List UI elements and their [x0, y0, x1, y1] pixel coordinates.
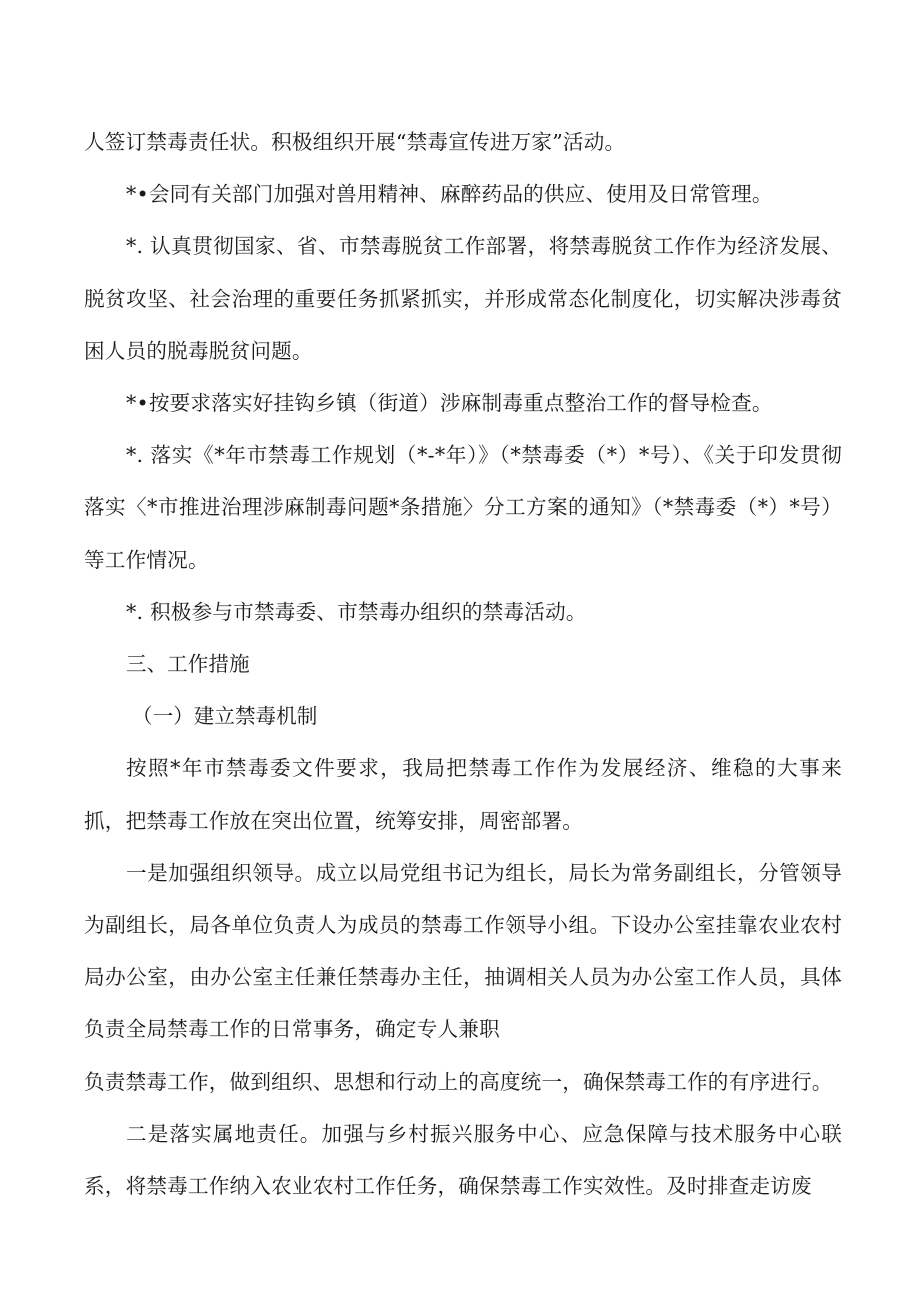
paragraph-supervision: *•按要求落实好挂钩乡镇（街道）涉麻制毒重点整治工作的督导检查。 [126, 391, 773, 416]
paragraph-leadership: 一是加强组织领导。成立以局党组书记为组长，局长为常务副组长，分管领导为副组长，局各单位负责人为成员的禁毒工作领导小组。下设办公室挂靠农业农村局办公室，由办公室主任兼任禁毒办主任，抽调相关人员为办公室工作人员，具体负责全局禁毒工作的日常事务，确定专人兼职 [84, 860, 842, 1042]
document-body [84, 116, 842, 1212]
paragraph-requirements: 按照*年市禁毒委文件要求，我局把禁毒工作作为发展经济、维稳的大事来抓，把禁毒工作放在突出位置，统筹安排，周密部署。 [84, 756, 842, 833]
paragraph-implementation: *. 落实《*年市禁毒工作规划（*-*年）》（*禁毒委（*）*号）、《关于印发贯彻落实〈*市推进治理涉麻制毒问题*条措施〉分工方案的通知》（*禁毒委（*）*号）等工作情况。 [84, 443, 842, 572]
paragraph-activities: *. 积极参与市禁毒委、市禁毒办组织的禁毒活动。 [126, 599, 587, 624]
paragraph-territorial-responsibility: 二是落实属地责任。加强与乡村振兴服务中心、应急保障与技术服务中心联系，将禁毒工作纳入农业农村工作任务，确保禁毒工作实效性。及时排查走访废 [84, 1121, 842, 1199]
paragraph-poverty-alleviation: *. 认真贯彻国家、省、市禁毒脱贫工作部署，将禁毒脱贫工作作为经济发展、脱贫攻坚、社会治理的重要任务抓紧抓实，并形成常态化制度化，切实解决涉毒贫困人员的脱毒脱贫问题。 [84, 234, 842, 363]
subsection-heading: （一）建立禁毒机制 [132, 704, 318, 729]
paragraph-continuation: 人签订禁毒责任状。积极组织开展“禁毒宣传进万家”活动。 [84, 130, 626, 154]
paragraph-drug-management: *•会同有关部门加强对兽用精神、麻醉药品的供应、使用及日常管理。 [126, 182, 773, 207]
section-heading: 三、工作措施 [126, 652, 250, 677]
paragraph-leadership-continued: 负责禁毒工作，做到组织、思想和行动上的高度统一，确保禁毒工作的有序进行。 [84, 1069, 833, 1094]
